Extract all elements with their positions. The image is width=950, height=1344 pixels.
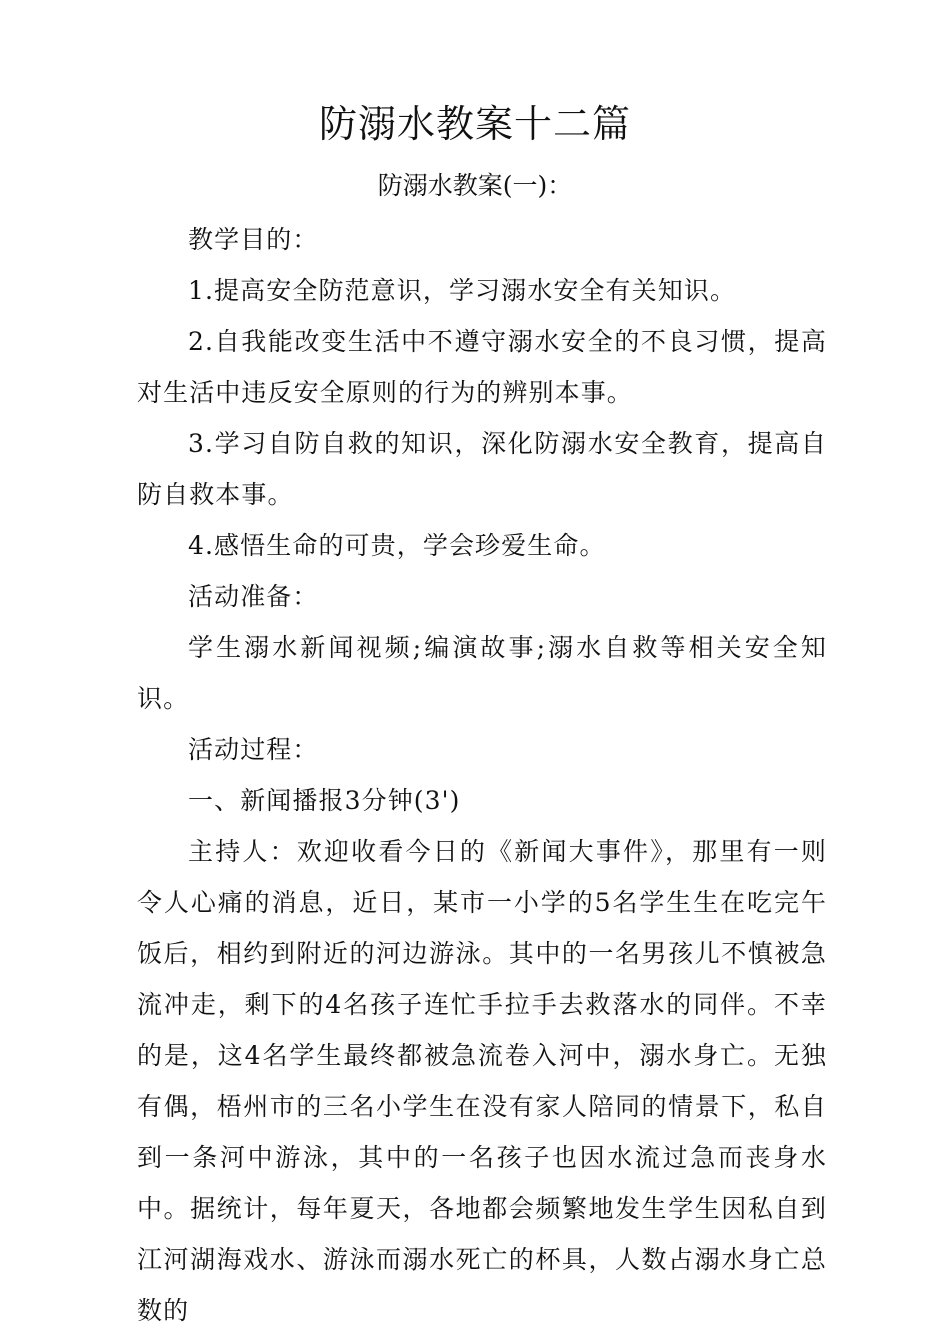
document-title: 防溺水教案十二篇 bbox=[318, 102, 631, 146]
paragraph-teaching-goal-heading: 教学目的： bbox=[188, 225, 319, 254]
paragraph-news-heading: 一、新闻播报3分钟(3') bbox=[188, 786, 461, 815]
paragraph-goal-4: 4.感悟生命的可贵，学会珍爱生命。 bbox=[188, 531, 606, 560]
document-body bbox=[137, 214, 827, 1336]
paragraph-goal-1: 1.提高安全防范意识，学习溺水安全有关知识。 bbox=[188, 276, 737, 305]
paragraph-process-heading: 活动过程： bbox=[188, 735, 319, 764]
document-subtitle: 防溺水教案(一)： bbox=[377, 171, 573, 200]
paragraph-goal-3: 3.学习自防自救的知识，深化防溺水安全教育，提高自防自救本事。 bbox=[137, 429, 827, 509]
paragraph-preparation: 学生溺水新闻视频;编演故事;溺水自救等相关安全知识。 bbox=[137, 633, 827, 713]
paragraph-goal-2: 2.自我能改变生活中不遵守溺水安全的不良习惯，提高对生活中违反安全原则的行为的辨别本事。 bbox=[137, 327, 827, 407]
paragraph-host-speech: 主持人：欢迎收看今日的《新闻大事件》，那里有一则令人心痛的消息，近日，某市一小学的5名学生生在吃完午饭后，相约到附近的河边游泳。其中的一名男孩儿不慎被急流冲走，剩下的4名孩子连忙手拉手去救落水的同伴。不幸的是，这4名学生最终都被急流卷入河中，溺水身亡。无独有偶，梧州市的三名小学生在没有家人陪同的情景下，私自到一条河中游泳，其中的一名孩子也因水流过急而丧身水中。据统计，每年夏天，各地都会频繁地发生学生因私自到江河湖海戏水、游泳而溺水死亡的杯具，人数占溺水身亡总数的 bbox=[137, 837, 827, 1325]
paragraph-preparation-heading: 活动准备： bbox=[188, 582, 319, 611]
